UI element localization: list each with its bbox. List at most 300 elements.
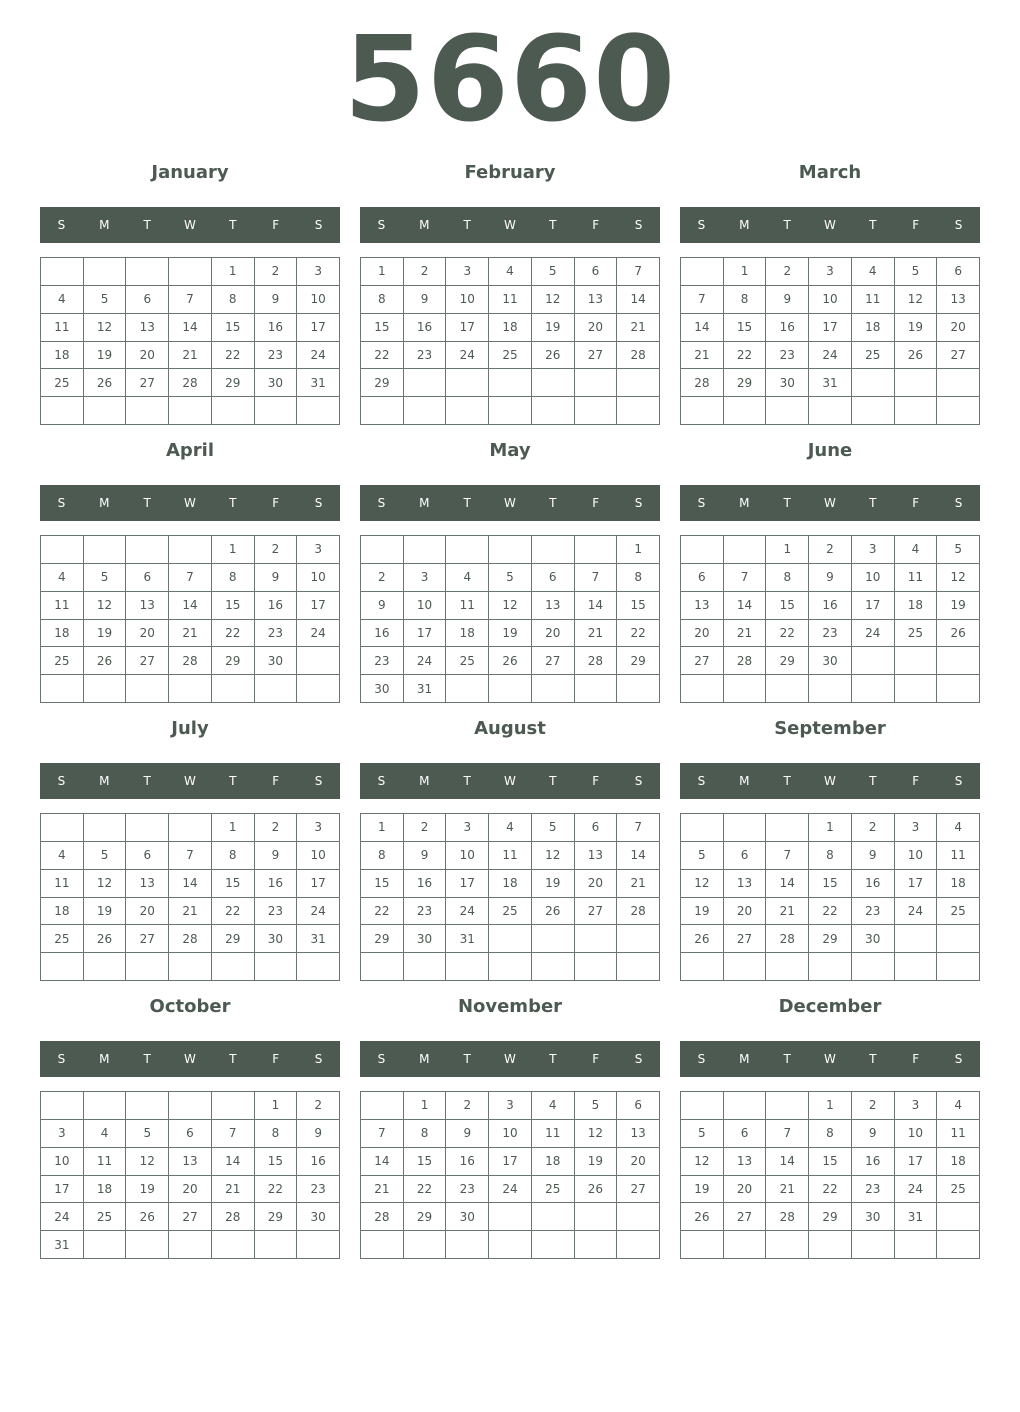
empty-day-cell xyxy=(766,397,809,425)
day-cell: 13 xyxy=(126,314,169,342)
empty-day-cell xyxy=(126,397,169,425)
empty-day-cell xyxy=(361,536,404,564)
day-cell: 23 xyxy=(297,1176,340,1204)
day-cell: 5 xyxy=(84,842,127,870)
day-cell: 24 xyxy=(446,342,489,370)
day-cell: 26 xyxy=(895,342,938,370)
empty-day-cell xyxy=(404,397,447,425)
day-cell: 28 xyxy=(169,647,212,675)
day-cell: 10 xyxy=(489,1120,532,1148)
day-cell: 3 xyxy=(404,564,447,592)
day-cell: 2 xyxy=(766,258,809,286)
empty-day-cell xyxy=(446,369,489,397)
empty-day-cell xyxy=(724,675,767,703)
empty-day-cell xyxy=(617,1203,660,1231)
day-cell: 28 xyxy=(617,342,660,370)
day-cell: 6 xyxy=(575,258,618,286)
day-cell: 30 xyxy=(255,369,298,397)
day-cell: 25 xyxy=(937,1176,980,1204)
weekday-label: S xyxy=(57,1052,66,1066)
day-cell: 5 xyxy=(532,258,575,286)
empty-day-cell xyxy=(937,647,980,675)
day-cell: 21 xyxy=(169,342,212,370)
day-cell: 20 xyxy=(126,342,169,370)
empty-day-cell xyxy=(297,675,340,703)
empty-day-cell xyxy=(532,1231,575,1259)
weekday-label: T xyxy=(463,218,471,232)
empty-day-cell xyxy=(937,1203,980,1231)
day-grid xyxy=(680,1091,980,1259)
day-cell: 28 xyxy=(766,1203,809,1231)
day-cell: 18 xyxy=(41,898,84,926)
day-cell: 11 xyxy=(489,842,532,870)
empty-day-cell xyxy=(681,397,724,425)
day-cell: 5 xyxy=(84,286,127,314)
day-cell: 12 xyxy=(532,842,575,870)
weekday-label: T xyxy=(783,774,791,788)
day-cell: 26 xyxy=(937,620,980,648)
weekday-label: W xyxy=(824,496,836,510)
empty-day-cell xyxy=(446,397,489,425)
empty-day-cell xyxy=(169,814,212,842)
day-cell: 31 xyxy=(446,925,489,953)
day-cell: 1 xyxy=(212,258,255,286)
day-grid xyxy=(680,813,980,981)
day-cell: 19 xyxy=(575,1148,618,1176)
day-grid xyxy=(40,257,340,425)
month-name: December xyxy=(778,996,882,1017)
empty-day-cell xyxy=(84,814,127,842)
day-cell: 30 xyxy=(809,647,852,675)
weekday-label: S xyxy=(314,496,323,510)
empty-day-cell xyxy=(766,675,809,703)
month-june xyxy=(680,428,980,706)
empty-day-cell xyxy=(937,953,980,981)
day-cell: 20 xyxy=(937,314,980,342)
month-name: May xyxy=(489,440,531,461)
day-cell: 10 xyxy=(297,564,340,592)
day-cell: 3 xyxy=(41,1120,84,1148)
empty-day-cell xyxy=(681,1231,724,1259)
weekday-label: F xyxy=(272,496,280,510)
empty-day-cell xyxy=(297,397,340,425)
day-cell: 30 xyxy=(297,1203,340,1231)
empty-day-cell xyxy=(446,1231,489,1259)
day-cell: 16 xyxy=(255,870,298,898)
day-cell: 21 xyxy=(681,342,724,370)
empty-day-cell xyxy=(895,675,938,703)
day-cell: 5 xyxy=(532,814,575,842)
empty-day-cell xyxy=(489,675,532,703)
day-cell: 5 xyxy=(126,1120,169,1148)
empty-day-cell xyxy=(126,1231,169,1259)
weekday-label: W xyxy=(184,774,196,788)
empty-day-cell xyxy=(169,1092,212,1120)
day-cell: 11 xyxy=(852,286,895,314)
day-cell: 14 xyxy=(212,1148,255,1176)
day-cell: 30 xyxy=(255,647,298,675)
day-grid xyxy=(40,813,340,981)
day-cell: 23 xyxy=(809,620,852,648)
day-cell: 4 xyxy=(41,286,84,314)
day-cell: 23 xyxy=(404,342,447,370)
empty-day-cell xyxy=(766,1092,809,1120)
day-cell: 16 xyxy=(255,592,298,620)
day-cell: 5 xyxy=(937,536,980,564)
day-cell: 28 xyxy=(169,925,212,953)
weekday-header-bar xyxy=(680,207,980,243)
weekday-header-bar xyxy=(680,485,980,521)
day-cell: 2 xyxy=(852,814,895,842)
year-title: 5660 xyxy=(343,10,677,148)
weekday-label: T xyxy=(869,774,877,788)
empty-day-cell xyxy=(895,397,938,425)
day-cell: 3 xyxy=(895,814,938,842)
day-grid xyxy=(40,1091,340,1259)
day-cell: 23 xyxy=(446,1176,489,1204)
day-cell: 22 xyxy=(809,898,852,926)
day-grid xyxy=(360,813,660,981)
empty-day-cell xyxy=(681,953,724,981)
weekday-label: S xyxy=(57,774,66,788)
empty-day-cell xyxy=(255,953,298,981)
day-cell: 14 xyxy=(617,286,660,314)
empty-day-cell xyxy=(724,536,767,564)
day-cell: 9 xyxy=(297,1120,340,1148)
weekday-header-bar xyxy=(360,763,660,799)
day-cell: 17 xyxy=(809,314,852,342)
empty-day-cell xyxy=(212,1092,255,1120)
day-cell: 11 xyxy=(489,286,532,314)
month-january xyxy=(40,150,340,428)
day-cell: 29 xyxy=(617,647,660,675)
empty-day-cell xyxy=(41,258,84,286)
day-cell: 10 xyxy=(446,842,489,870)
day-cell: 2 xyxy=(852,1092,895,1120)
weekday-label: S xyxy=(697,496,706,510)
weekday-label: T xyxy=(549,1052,557,1066)
day-cell: 4 xyxy=(532,1092,575,1120)
empty-day-cell xyxy=(532,536,575,564)
weekday-label: F xyxy=(592,496,600,510)
day-cell: 8 xyxy=(809,1120,852,1148)
day-cell: 22 xyxy=(724,342,767,370)
empty-day-cell xyxy=(297,647,340,675)
empty-day-cell xyxy=(937,675,980,703)
day-cell: 22 xyxy=(617,620,660,648)
day-cell: 20 xyxy=(169,1176,212,1204)
empty-day-cell xyxy=(41,536,84,564)
day-cell: 6 xyxy=(126,842,169,870)
day-cell: 1 xyxy=(766,536,809,564)
empty-day-cell xyxy=(489,1231,532,1259)
day-cell: 4 xyxy=(489,814,532,842)
day-cell: 23 xyxy=(852,898,895,926)
day-cell: 1 xyxy=(361,258,404,286)
day-cell: 27 xyxy=(126,925,169,953)
day-cell: 11 xyxy=(532,1120,575,1148)
empty-day-cell xyxy=(489,925,532,953)
weekday-label: M xyxy=(419,218,430,232)
empty-day-cell xyxy=(617,953,660,981)
day-cell: 11 xyxy=(41,592,84,620)
day-cell: 26 xyxy=(84,925,127,953)
weekday-label: S xyxy=(314,218,323,232)
day-cell: 22 xyxy=(766,620,809,648)
empty-day-cell xyxy=(212,1231,255,1259)
day-grid xyxy=(40,535,340,703)
day-cell: 16 xyxy=(361,620,404,648)
day-cell: 31 xyxy=(404,675,447,703)
day-cell: 29 xyxy=(404,1203,447,1231)
weekday-label: W xyxy=(504,218,516,232)
day-cell: 31 xyxy=(297,925,340,953)
empty-day-cell xyxy=(41,675,84,703)
empty-day-cell xyxy=(937,925,980,953)
day-cell: 12 xyxy=(575,1120,618,1148)
weekday-label: T xyxy=(783,1052,791,1066)
day-cell: 25 xyxy=(489,898,532,926)
day-cell: 17 xyxy=(852,592,895,620)
day-cell: 27 xyxy=(126,647,169,675)
day-cell: 18 xyxy=(446,620,489,648)
day-cell: 9 xyxy=(852,842,895,870)
day-cell: 3 xyxy=(809,258,852,286)
day-cell: 5 xyxy=(575,1092,618,1120)
weekday-label: M xyxy=(419,774,430,788)
day-cell: 17 xyxy=(895,1148,938,1176)
day-cell: 7 xyxy=(169,286,212,314)
month-name: August xyxy=(474,718,546,739)
day-cell: 24 xyxy=(297,342,340,370)
day-cell: 3 xyxy=(297,258,340,286)
day-cell: 12 xyxy=(84,592,127,620)
empty-day-cell xyxy=(852,1231,895,1259)
day-cell: 17 xyxy=(297,314,340,342)
day-cell: 30 xyxy=(446,1203,489,1231)
weekday-header-bar xyxy=(40,1041,340,1077)
weekday-label: M xyxy=(739,218,750,232)
day-cell: 29 xyxy=(361,925,404,953)
day-cell: 26 xyxy=(681,925,724,953)
day-cell: 3 xyxy=(297,536,340,564)
empty-day-cell xyxy=(404,953,447,981)
day-cell: 18 xyxy=(41,342,84,370)
weekday-label: S xyxy=(954,218,963,232)
empty-day-cell xyxy=(126,258,169,286)
empty-day-cell xyxy=(809,675,852,703)
day-cell: 12 xyxy=(489,592,532,620)
day-cell: 28 xyxy=(575,647,618,675)
weekday-label: T xyxy=(143,218,151,232)
day-cell: 25 xyxy=(446,647,489,675)
weekday-label: T xyxy=(549,218,557,232)
day-cell: 7 xyxy=(617,258,660,286)
day-cell: 26 xyxy=(489,647,532,675)
empty-day-cell xyxy=(681,536,724,564)
day-cell: 9 xyxy=(809,564,852,592)
weekday-label: W xyxy=(824,774,836,788)
weekday-label: T xyxy=(463,774,471,788)
day-cell: 9 xyxy=(766,286,809,314)
empty-day-cell xyxy=(446,675,489,703)
day-cell: 29 xyxy=(809,925,852,953)
month-april xyxy=(40,428,340,706)
month-name: September xyxy=(774,718,886,739)
day-cell: 21 xyxy=(766,1176,809,1204)
day-cell: 2 xyxy=(297,1092,340,1120)
day-cell: 2 xyxy=(255,258,298,286)
empty-day-cell xyxy=(41,953,84,981)
day-cell: 15 xyxy=(212,592,255,620)
empty-day-cell xyxy=(84,675,127,703)
empty-day-cell xyxy=(169,675,212,703)
day-cell: 13 xyxy=(617,1120,660,1148)
empty-day-cell xyxy=(895,1231,938,1259)
weekday-label: S xyxy=(954,1052,963,1066)
day-cell: 15 xyxy=(809,1148,852,1176)
day-cell: 15 xyxy=(361,870,404,898)
empty-day-cell xyxy=(126,675,169,703)
day-cell: 3 xyxy=(446,814,489,842)
day-cell: 25 xyxy=(937,898,980,926)
day-cell: 10 xyxy=(297,842,340,870)
weekday-label: S xyxy=(634,496,643,510)
day-cell: 9 xyxy=(446,1120,489,1148)
day-grid xyxy=(680,535,980,703)
day-cell: 18 xyxy=(895,592,938,620)
day-cell: 22 xyxy=(361,898,404,926)
day-cell: 18 xyxy=(489,870,532,898)
day-cell: 24 xyxy=(297,620,340,648)
day-cell: 3 xyxy=(489,1092,532,1120)
day-cell: 17 xyxy=(446,314,489,342)
weekday-label: T xyxy=(229,218,237,232)
day-cell: 12 xyxy=(532,286,575,314)
weekday-header-bar xyxy=(40,485,340,521)
day-cell: 14 xyxy=(766,1148,809,1176)
day-cell: 8 xyxy=(212,842,255,870)
weekday-label: F xyxy=(592,218,600,232)
empty-day-cell xyxy=(937,1231,980,1259)
empty-day-cell xyxy=(446,536,489,564)
empty-day-cell xyxy=(575,369,618,397)
empty-day-cell xyxy=(404,1231,447,1259)
weekday-label: W xyxy=(504,496,516,510)
month-december xyxy=(680,984,980,1262)
empty-day-cell xyxy=(895,647,938,675)
weekday-label: F xyxy=(912,496,920,510)
weekday-label: M xyxy=(99,1052,110,1066)
weekday-label: M xyxy=(419,496,430,510)
day-cell: 6 xyxy=(532,564,575,592)
day-cell: 1 xyxy=(809,814,852,842)
empty-day-cell xyxy=(532,675,575,703)
day-cell: 29 xyxy=(361,369,404,397)
empty-day-cell xyxy=(681,814,724,842)
month-october xyxy=(40,984,340,1262)
empty-day-cell xyxy=(255,397,298,425)
weekday-label: F xyxy=(592,1052,600,1066)
day-cell: 8 xyxy=(724,286,767,314)
day-cell: 15 xyxy=(212,870,255,898)
day-cell: 28 xyxy=(212,1203,255,1231)
day-cell: 28 xyxy=(766,925,809,953)
day-cell: 14 xyxy=(617,842,660,870)
day-cell: 9 xyxy=(255,842,298,870)
weekday-label: S xyxy=(377,774,386,788)
weekday-header-bar xyxy=(360,1041,660,1077)
day-cell: 21 xyxy=(575,620,618,648)
month-name: April xyxy=(165,440,215,461)
day-cell: 16 xyxy=(404,870,447,898)
weekday-label: M xyxy=(419,1052,430,1066)
month-name: July xyxy=(171,718,209,739)
day-cell: 1 xyxy=(255,1092,298,1120)
weekday-header-bar xyxy=(360,207,660,243)
day-cell: 28 xyxy=(724,647,767,675)
weekday-label: S xyxy=(697,218,706,232)
day-cell: 29 xyxy=(212,647,255,675)
day-cell: 10 xyxy=(41,1148,84,1176)
day-cell: 21 xyxy=(169,898,212,926)
day-cell: 2 xyxy=(809,536,852,564)
day-cell: 23 xyxy=(255,342,298,370)
day-cell: 14 xyxy=(169,314,212,342)
empty-day-cell xyxy=(617,925,660,953)
day-cell: 22 xyxy=(255,1176,298,1204)
empty-day-cell xyxy=(169,397,212,425)
weekday-label: S xyxy=(634,1052,643,1066)
day-cell: 29 xyxy=(255,1203,298,1231)
empty-day-cell xyxy=(84,258,127,286)
day-cell: 25 xyxy=(489,342,532,370)
day-cell: 19 xyxy=(532,314,575,342)
empty-day-cell xyxy=(212,953,255,981)
weekday-label: S xyxy=(634,774,643,788)
day-cell: 17 xyxy=(41,1176,84,1204)
day-cell: 16 xyxy=(809,592,852,620)
empty-day-cell xyxy=(937,369,980,397)
day-cell: 12 xyxy=(126,1148,169,1176)
day-cell: 7 xyxy=(169,842,212,870)
empty-day-cell xyxy=(255,675,298,703)
weekday-label: W xyxy=(184,1052,196,1066)
day-cell: 14 xyxy=(575,592,618,620)
day-cell: 17 xyxy=(489,1148,532,1176)
empty-day-cell xyxy=(489,953,532,981)
day-cell: 11 xyxy=(41,870,84,898)
day-cell: 24 xyxy=(41,1203,84,1231)
weekday-label: S xyxy=(314,1052,323,1066)
day-cell: 20 xyxy=(575,314,618,342)
weekday-label: S xyxy=(377,218,386,232)
day-cell: 21 xyxy=(212,1176,255,1204)
day-cell: 19 xyxy=(532,870,575,898)
day-cell: 29 xyxy=(212,925,255,953)
empty-day-cell xyxy=(212,675,255,703)
day-cell: 3 xyxy=(895,1092,938,1120)
day-cell: 15 xyxy=(404,1148,447,1176)
day-cell: 19 xyxy=(126,1176,169,1204)
empty-day-cell xyxy=(489,1203,532,1231)
day-cell: 15 xyxy=(766,592,809,620)
day-cell: 13 xyxy=(532,592,575,620)
day-cell: 4 xyxy=(41,564,84,592)
weekday-label: T xyxy=(869,1052,877,1066)
day-cell: 10 xyxy=(297,286,340,314)
month-march xyxy=(680,150,980,428)
